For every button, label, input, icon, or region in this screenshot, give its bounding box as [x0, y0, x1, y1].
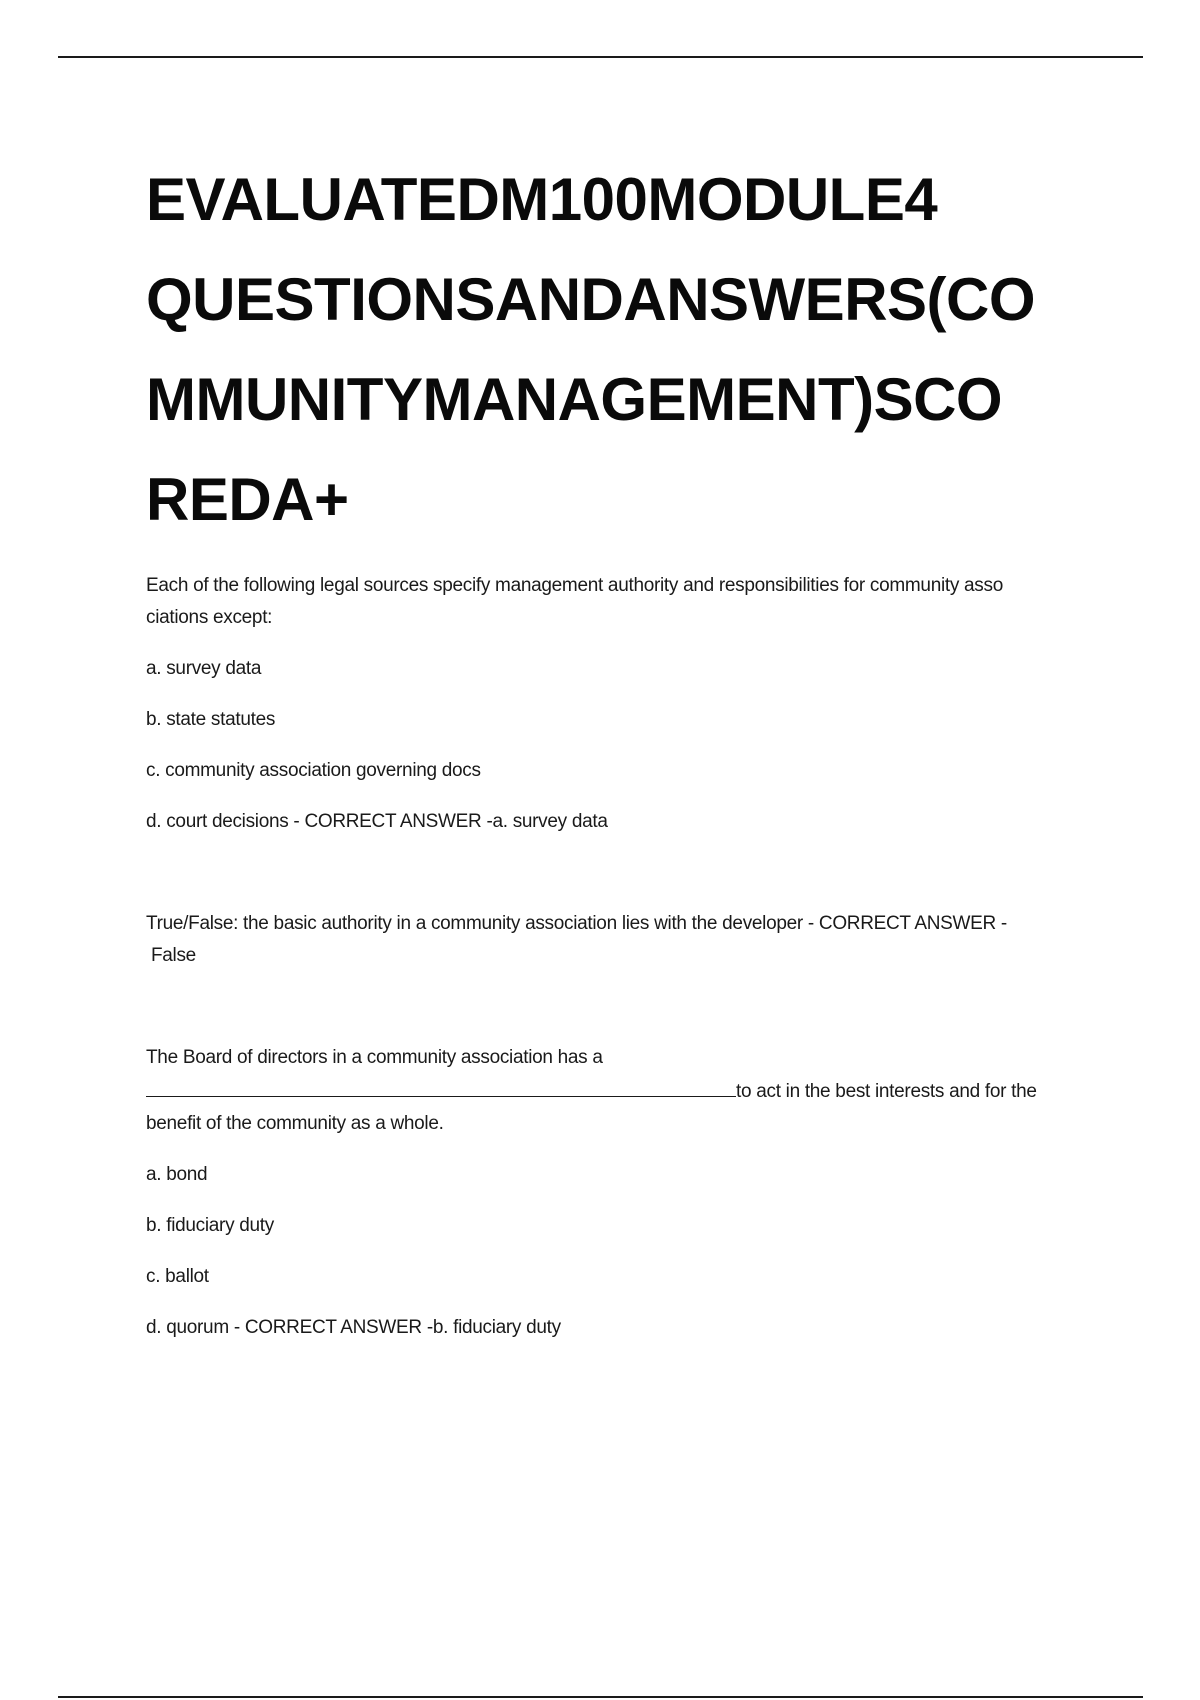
question-stem-text: to act in the best interests and for the [736, 1081, 1037, 1102]
answer-option: b. fiduciary duty [146, 1215, 274, 1236]
question-stem-line: True/False: the basic authority in a community association lies with the developer - CORRECT ANSWER - [146, 913, 1007, 934]
question-stem-line: benefit of the community as a whole. [146, 1113, 444, 1134]
question-stem-line: The Board of directors in a community association has a [146, 1047, 603, 1068]
answer-option: d. court decisions - CORRECT ANSWER -a. survey data [146, 811, 608, 832]
answer-option: d. quorum - CORRECT ANSWER -b. fiduciary duty [146, 1317, 561, 1338]
answer-option: b. state statutes [146, 709, 276, 730]
question-1 [146, 570, 1096, 838]
top-rule [58, 56, 1143, 58]
title-line: MMUNITYMANAGEMENT)SCO [146, 366, 1003, 433]
fill-in-blank [146, 1074, 736, 1097]
question-2 [146, 908, 1096, 972]
question-3 [146, 1042, 1096, 1344]
title-line: QUESTIONSANDANSWERS(CO [146, 266, 1036, 333]
question-stem-line: False [146, 945, 196, 966]
answer-option: a. bond [146, 1164, 208, 1185]
question-stem-line-with-blank [146, 1074, 1096, 1108]
document-content [146, 150, 1096, 1344]
document-title [146, 150, 1096, 550]
question-stem-line: ciations except: [146, 607, 273, 628]
answer-option: a. survey data [146, 658, 262, 679]
answer-option: c. ballot [146, 1266, 209, 1287]
title-line: REDA+ [146, 466, 349, 533]
bottom-rule [58, 1696, 1143, 1698]
answer-option: c. community association governing docs [146, 760, 481, 781]
title-line: EVALUATEDM100MODULE4 [146, 166, 938, 233]
question-stem-line: Each of the following legal sources specify management authority and responsibilities for community asso [146, 575, 1003, 596]
